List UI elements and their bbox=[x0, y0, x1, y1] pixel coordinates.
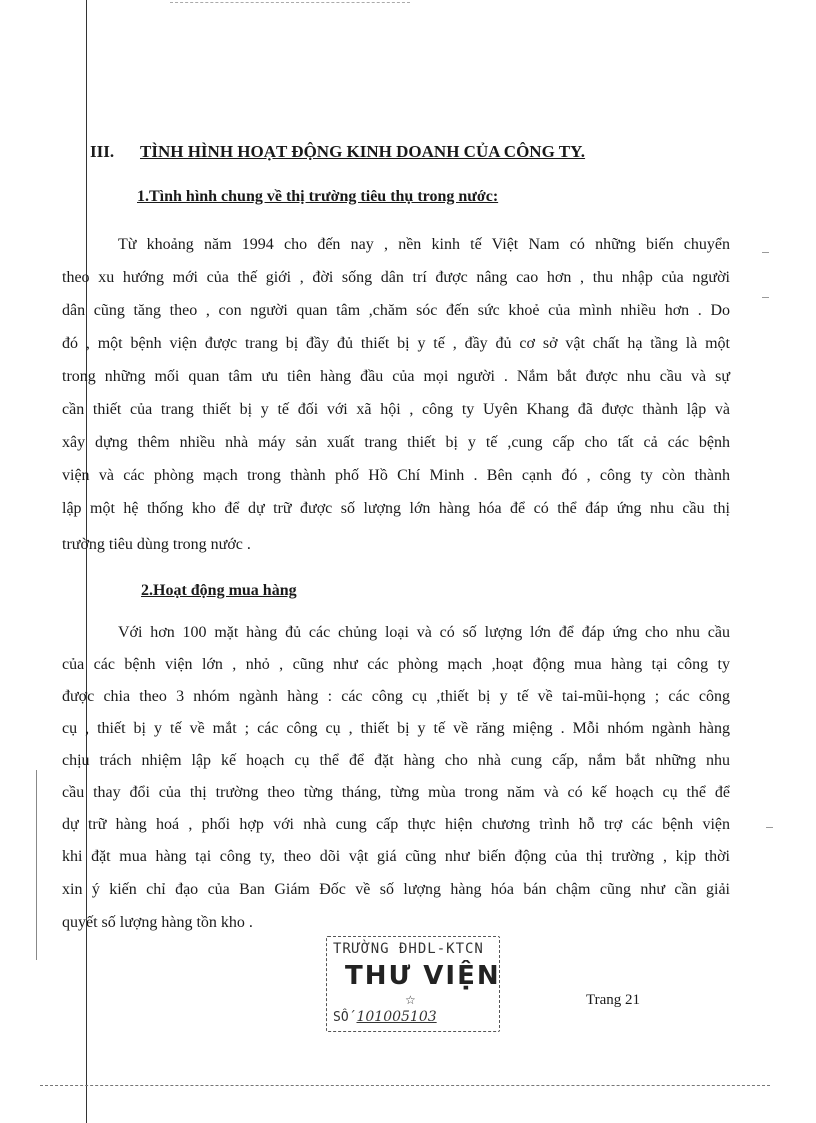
paragraph-line: chịu trách nhiệm lập kế hoạch cụ thể để đặt hàng cho nhà cung cấp, nắm bắt những nhu bbox=[62, 752, 730, 769]
margin-line bbox=[86, 0, 87, 1123]
paragraph-line: cụ , thiết bị y tế về mắt ; các công cụ , thiết bị y tế về răng miệng . Mỗi nhóm ngành hàng bbox=[62, 720, 730, 737]
paragraph-line: trường tiêu dùng trong nước . bbox=[62, 536, 251, 553]
stamp-title: THƯ VIỆN bbox=[345, 961, 501, 991]
subsection-heading-market: 1.Tình hình chung về thị trường tiêu thụ trong nước: bbox=[137, 188, 499, 205]
margin-line-secondary bbox=[36, 770, 37, 960]
scan-mark bbox=[762, 297, 769, 298]
paragraph-line: được chia theo 3 nhóm ngành hàng : các công cụ ,thiết bị y tế về tai-mũi-họng ; các công bbox=[62, 688, 730, 705]
paragraph-line: viện và các phòng mạch trong thành phố Hồ Chí Minh . Bên cạnh đó , công ty còn thành bbox=[62, 467, 730, 484]
paragraph-line: lập một hệ thống kho để dự trữ được số lượng lớn hàng hóa để có thể đáp ứng nhu cầu thị bbox=[62, 500, 730, 517]
paragraph-line: cầu thay đổi của thị trường theo từng tháng, từng mùa trong năm và có kế hoạch cụ thể để bbox=[62, 784, 730, 801]
paragraph-line: xin ý kiến chỉ đạo của Ban Giám Đốc về số lượng hàng hóa bán chậm cũng như cần giải bbox=[62, 881, 730, 898]
paragraph-line: Từ khoảng năm 1994 cho đến nay , nền kinh tế Việt Nam có những biến chuyển bbox=[118, 236, 730, 253]
paragraph-line: khi đặt mua hàng tại công ty, theo dõi vật giá cũng như biến động của thị trường , kịp thời bbox=[62, 848, 730, 865]
section-number: III. bbox=[90, 142, 115, 161]
paragraph-line: theo xu hướng mới của thế giới , đời sống dân trí được nâng cao hơn , thu nhập của người bbox=[62, 269, 730, 286]
section-title: TÌNH HÌNH HOẠT ĐỘNG KINH DOANH CỦA CÔNG TY. bbox=[140, 142, 586, 161]
stamp-number-row bbox=[333, 1009, 437, 1025]
stamp-institution: TRƯỜNG ĐHDL-KTCN bbox=[333, 941, 484, 957]
paragraph-line: quyết số lượng hàng tồn kho . bbox=[62, 914, 253, 931]
paragraph-line: dân cũng tăng theo , con người quan tâm ,chăm sóc đến sức khoẻ của mình nhiều hơn . Do bbox=[62, 302, 730, 319]
paragraph-line: của các bệnh viện lớn , nhỏ , cũng như các phòng mạch ,hoạt động mua hàng tại công ty bbox=[62, 656, 730, 673]
stamp-number-value: 101005103 bbox=[356, 1009, 437, 1025]
top-scan-artifact bbox=[170, 2, 410, 3]
subsection-heading-purchasing: 2.Hoạt động mua hàng bbox=[141, 582, 297, 599]
paragraph-line: cần thiết của trang thiết bị y tế đối với xã hội , công ty Uyên Khang đã được thành lập và bbox=[62, 401, 730, 418]
paragraph-line: xây dựng thêm nhiều nhà máy sản xuất trang thiết bị y tế ,cung cấp cho tất cả các bệnh bbox=[62, 434, 730, 451]
library-stamp bbox=[326, 936, 500, 1032]
paragraph-line: trong những mối quan tâm ưu tiên hàng đầu của mọi người . Nắm bắt được nhu cầu và sự bbox=[62, 368, 730, 385]
paragraph-line: Với hơn 100 mặt hàng đủ các chủng loại và có số lượng lớn để đáp ứng cho nhu cầu bbox=[118, 624, 730, 641]
paragraph-line: dự trữ hàng hoá , phối hợp với nhà cung cấp thực hiện chương trình hỗ trợ các bệnh viện bbox=[62, 816, 730, 833]
section-heading bbox=[90, 142, 585, 162]
star-icon: ☆ bbox=[405, 993, 416, 1007]
scan-mark bbox=[762, 252, 769, 253]
stamp-number-label: SỐ bbox=[333, 1010, 349, 1025]
scan-mark bbox=[766, 827, 773, 828]
bottom-dashed-rule bbox=[40, 1085, 770, 1086]
paragraph-line: đó , một bệnh viện được trang bị đầy đủ thiết bị y tế , đầy đủ cơ sở vật chất hạ tầng là một bbox=[62, 335, 730, 352]
page-number: Trang 21 bbox=[586, 992, 641, 1008]
